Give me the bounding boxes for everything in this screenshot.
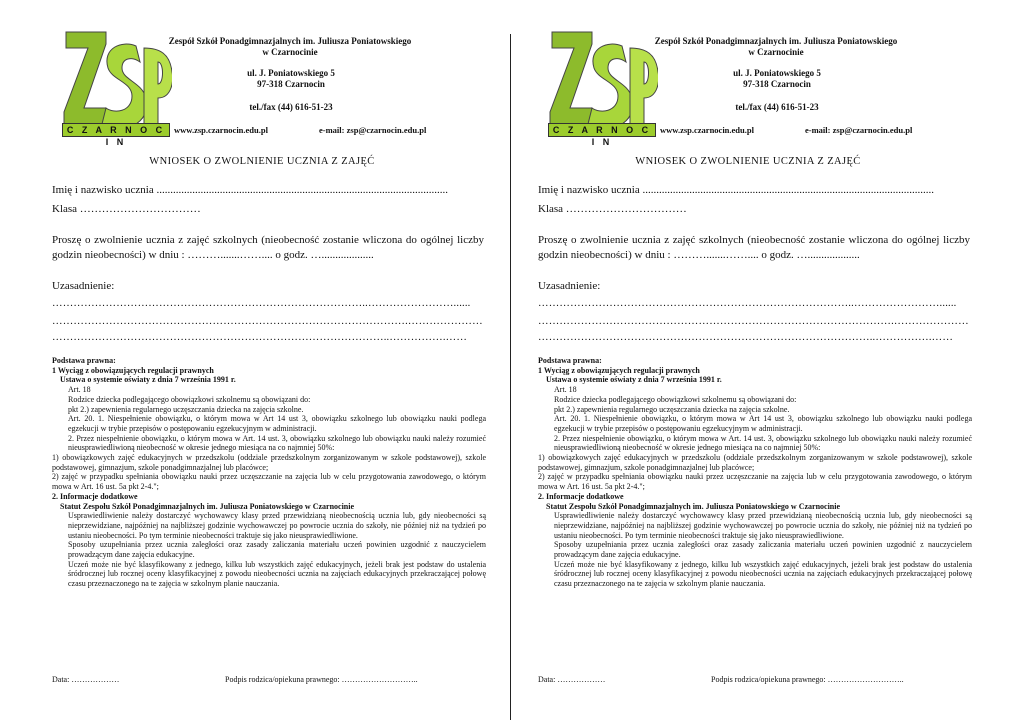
legal-section-1: 1 Wyciąg z obowiązujących regulacji prawnych: [52, 365, 214, 375]
art20-2: 2. Przez niespełnienie obowiązku, o którym mowa w Art. 14 ust. 3, obowiązku szkolnego lub obowiązku nauki należy rozumieć nieusprawiedliwioną nieobecność w okresie jednego miesiąca na co najmniej 50%:: [68, 433, 486, 453]
school-phone: tel./fax (44) 616-51-23: [249, 102, 333, 112]
request-text: Proszę o zwolnienie ucznia z zajęć szkolnych (nieobecność zostanie wliczona do ogólnej liczby godzin nieobecności) w dniu : ……….......…….... o godz. …...................: [538, 234, 970, 261]
reason-line-3: …………………………………………………………………………………..…………….……: [538, 332, 954, 343]
legal-act-title: Ustawa o systemie oświaty z dnia 7 września 1991 r.: [546, 375, 722, 385]
legal-section-1: 1 Wyciąg z obowiązujących regulacji prawnych: [538, 365, 700, 375]
statute-title: Statut Zespołu Szkół Ponadgimnazjalnych im. Juliusza Poniatowskiego w Czarnocinie: [60, 501, 355, 511]
art20-2-2: 2) zajęć w przypadku spełniania obowiązku nauki przez uczęszczanie na zajęcia lub w celu przygotowania zawodowego, o którym mowa w Art. 16 ust. 5a pkt 2-4.";: [52, 472, 486, 492]
date-field: Data: ………………: [52, 675, 120, 684]
date-field: Data: ………………: [538, 675, 606, 684]
class-field: Klasa ……………………………: [52, 203, 201, 215]
art20-1: Art. 20. 1. Niespełnienie obowiązku, o którym mowa w Art 14 ust 3, obowiązku szkolnego lub obowiązku nauki podlega egzekucji w trybie przepisów o postępowaniu egzekucyjnym w administracji.: [68, 414, 486, 433]
art18-text: Rodzice dziecka podlegającego obowiązkowi szkolnemu są obowiązani do:: [554, 394, 797, 404]
statute-title: Statut Zespołu Szkół Ponadgimnazjalnych im. Juliusza Poniatowskiego w Czarnocinie: [546, 501, 841, 511]
address-city: 97-318 Czarnocin: [743, 79, 811, 89]
legal-act-title: Ustawa o systemie oświaty z dnia 7 września 1991 r.: [60, 375, 236, 385]
reason-line-1: ……………………………………………………………………………..……………………......: [52, 298, 471, 309]
logo-band-text: C Z A R N O C I N: [62, 123, 170, 137]
reason-line-3: …………………………………………………………………………………..…………….……: [52, 332, 468, 343]
statute-paragraph-1: Usprawiedliwienie należy dostarczyć wychowawcy klasy przed przewidzianą nieobecnością ucznia lub, gdy nieobecności są nieprzewidziane, najpóźniej na najbliższej godzinie wychowawczej po powrocie ucznia do szkoły, nie później niż na tydzień po ustaniu nieobecności. Po tym terminie nieobecności traktuje się jako nieusprawiedliwione.: [554, 511, 972, 540]
parent-signature-field: Podpis rodzica/opiekuna prawnego: ………………………..: [225, 675, 418, 684]
legal-basis: [52, 356, 486, 589]
form-title: WNIOSEK O ZWOLNIENIE UCZNIA Z ZAJĘĆ: [635, 156, 861, 167]
art20-2-1: 1) obowiązkowych zajęć edukacyjnych w przedszkolu (oddziale przedszkolnym zorganizowanym w szkole podstawowej), szkole podstawowej, gimnazjum, szkole ponadgimnazjalnej lub placówce;: [52, 453, 486, 472]
art20-2: 2. Przez niespełnienie obowiązku, o którym mowa w Art. 14 ust. 3, obowiązku szkolnego lub obowiązku nauki należy rozumieć nieusprawiedliwioną nieobecność w okresie jednego miesiąca na co najmniej 50%:: [554, 433, 972, 453]
school-phone: tel./fax (44) 616-51-23: [735, 102, 819, 112]
legal-basis: [538, 356, 972, 589]
statute-paragraph-3: Uczeń może nie być klasyfikowany z jednego, kilku lub wszystkich zajęć edukacyjnych, jeżeli brak jest podstaw do ustalenia śródrocznej lub rocznej oceny klasyfikacyjnej z powodu nieobecności ucznia na zajęciach edukacyjnych przekraczającej połowę czasu przeznaczonego na te zajęcia w szkolnym planie nauczania.: [554, 559, 972, 589]
school-address: [202, 68, 380, 90]
reason-line-2: ……………………………………………………………………………………….…………………: [52, 316, 483, 327]
logo-band-text: C Z A R N O C I N: [548, 123, 656, 137]
class-field: Klasa ……………………………: [538, 203, 687, 215]
school-name-line1: Zespół Szkół Ponadgimnazjalnych im. Juliusza Poniatowskiego: [168, 36, 412, 46]
art20-2-2: 2) zajęć w przypadku spełniania obowiązku nauki przez uczęszczanie na zajęcia lub w celu przygotowania zawodowego, o którym mowa w Art. 16 ust. 5a pkt 2-4.";: [538, 472, 972, 492]
student-name-field: Imię i nazwisko ucznia ..........................................................................................................: [52, 184, 448, 196]
school-email: e-mail: zsp@czarnocin.edu.pl: [805, 125, 913, 135]
parent-signature-field: Podpis rodzica/opiekuna prawnego: ………………………..: [711, 675, 904, 684]
art18-label: Art. 18: [554, 385, 577, 395]
reason-line-1: ……………………………………………………………………………..……………………......: [538, 298, 957, 309]
school-name: [154, 36, 426, 58]
school-website: www.zsp.czarnocin.edu.pl: [660, 125, 754, 135]
statute-paragraph-1: Usprawiedliwienie należy dostarczyć wychowawcy klasy przed przewidzianą nieobecnością ucznia lub, gdy nieobecności są nieprzewidziane, najpóźniej na najbliższej godzinie wychowawczej po powrocie ucznia do szkoły, nie później niż na tydzień po ustaniu nieobecności. Po tym terminie nieobecności traktuje się jako nieusprawiedliwione.: [68, 511, 486, 540]
art18-label: Art. 18: [68, 385, 91, 395]
statute-paragraph-2: Sposoby uzupełniania przez ucznia zaległości oraz zasady zaliczania materiału uczeń powinien uzgodnić z nauczycielem prowadzącym dane zajęcia edukacyjne.: [554, 540, 972, 560]
legal-section-2: 2. Informacje dodatkowe: [538, 491, 624, 501]
form-copy-left: [22, 0, 512, 725]
request-text: Proszę o zwolnienie ucznia z zajęć szkolnych (nieobecność zostanie wliczona do ogólnej liczby godzin nieobecności) w dniu : ……….......…….... o godz. …...................: [52, 234, 484, 261]
statute-paragraph-3: Uczeń może nie być klasyfikowany z jednego, kilku lub wszystkich zajęć edukacyjnych, jeżeli brak jest podstaw do ustalenia śródrocznej lub rocznej oceny klasyfikacyjnej z powodu nieobecności ucznia na zajęciach edukacyjnych przekraczającej połowę czasu przeznaczonego na te zajęcia w szkolnym planie nauczania.: [68, 559, 486, 589]
address-street: ul. J. Poniatowskiego 5: [733, 68, 821, 78]
statute-paragraph-2: Sposoby uzupełniania przez ucznia zaległości oraz zasady zaliczania materiału uczeń powinien uzgodnić z nauczycielem prowadzącym dane zajęcia edukacyjne.: [68, 540, 486, 560]
art18-point: pkt 2.) zapewnienia regularnego uczęszczania dziecka na zajęcia szkolne.: [68, 404, 304, 414]
legal-heading: Podstawa prawna:: [538, 356, 602, 365]
reason-label: Uzasadnienie:: [538, 280, 601, 292]
art20-2-1: 1) obowiązkowych zajęć edukacyjnych w przedszkolu (oddziale przedszkolnym zorganizowanym w szkole podstawowej), szkole podstawowej, gimnazjum, szkole ponadgimnazjalnej lub placówce;: [538, 453, 972, 472]
school-name-line2: w Czarnocinie: [262, 47, 318, 57]
school-name-line2: w Czarnocinie: [748, 47, 804, 57]
art18-point: pkt 2.) zapewnienia regularnego uczęszczania dziecka na zajęcia szkolne.: [554, 404, 790, 414]
art20-1: Art. 20. 1. Niespełnienie obowiązku, o którym mowa w Art 14 ust 3, obowiązku szkolnego lub obowiązku nauki podlega egzekucji w trybie przepisów o postępowaniu egzekucyjnym w administracji.: [554, 414, 972, 433]
school-name: [640, 36, 912, 58]
form-title: WNIOSEK O ZWOLNIENIE UCZNIA Z ZAJĘĆ: [149, 156, 375, 167]
address-city: 97-318 Czarnocin: [257, 79, 325, 89]
student-name-field: Imię i nazwisko ucznia ..........................................................................................................: [538, 184, 934, 196]
form-copy-right: [508, 0, 998, 725]
school-website: www.zsp.czarnocin.edu.pl: [174, 125, 268, 135]
art18-text: Rodzice dziecka podlegającego obowiązkowi szkolnemu są obowiązani do:: [68, 394, 311, 404]
reason-line-2: ……………………………………………………………………………………….…………………: [538, 316, 969, 327]
school-address: [688, 68, 866, 90]
reason-label: Uzasadnienie:: [52, 280, 115, 292]
legal-heading: Podstawa prawna:: [52, 356, 116, 365]
address-street: ul. J. Poniatowskiego 5: [247, 68, 335, 78]
school-email: e-mail: zsp@czarnocin.edu.pl: [319, 125, 427, 135]
school-name-line1: Zespół Szkół Ponadgimnazjalnych im. Juliusza Poniatowskiego: [654, 36, 898, 46]
legal-section-2: 2. Informacje dodatkowe: [52, 491, 138, 501]
